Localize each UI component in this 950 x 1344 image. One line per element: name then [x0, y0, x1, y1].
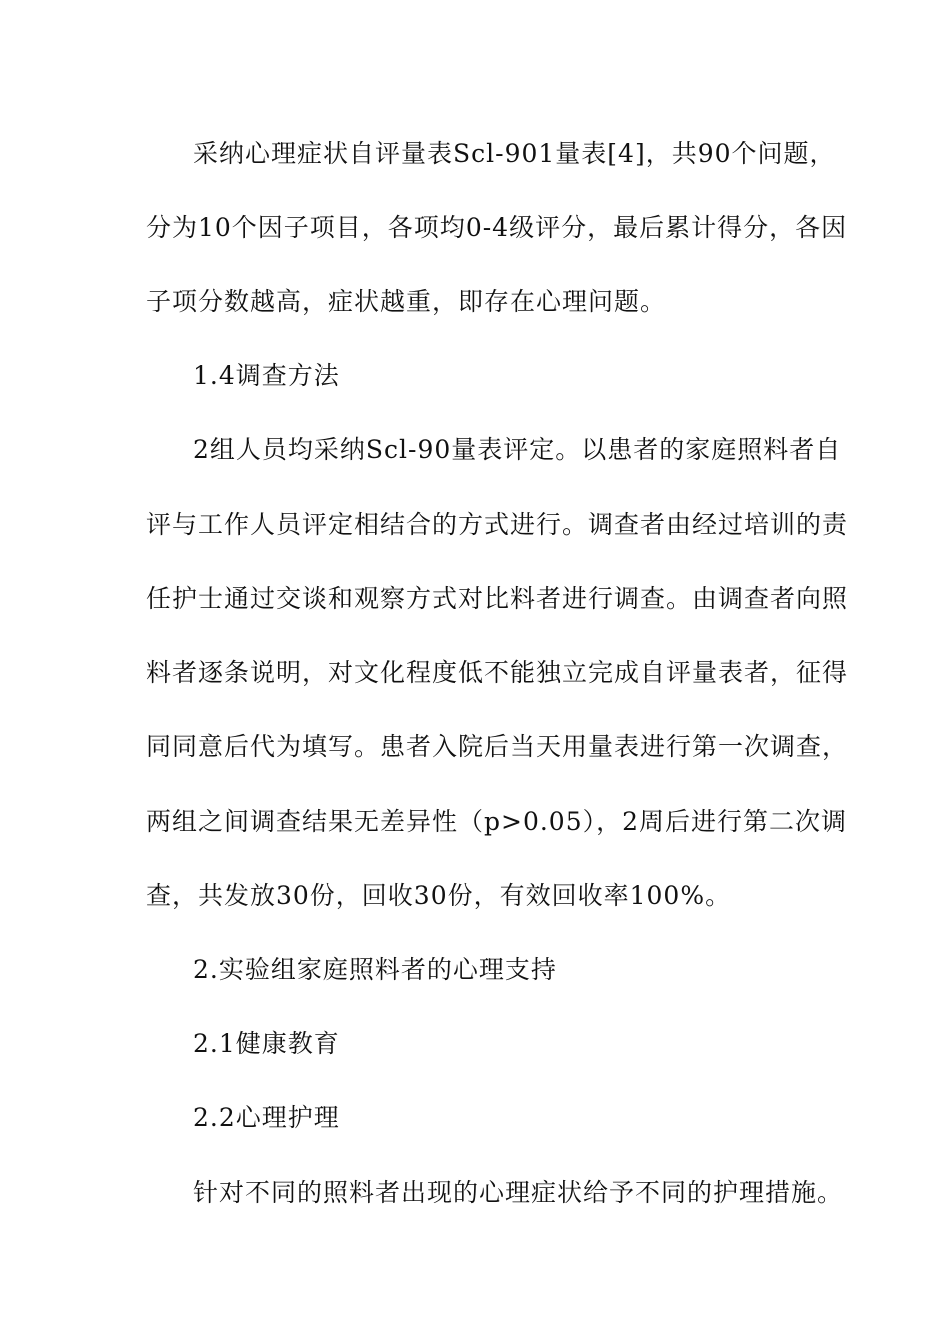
- paragraph-line: 子项分数越高，症状越重，即存在心理问题。: [146, 287, 667, 316]
- paragraph-line: 料者逐条说明，对文化程度低不能独立完成自评量表者，征得: [146, 658, 849, 687]
- paragraph-line: 查，共发放30份，回收30份，有效回收率100%。: [146, 881, 732, 910]
- section-heading: 1.4调查方法: [193, 361, 340, 390]
- paragraph-line: 采纳心理症状自评量表Scl-901量表[4]，共90个问题，: [193, 139, 836, 168]
- paragraph-line: 同同意后代为填写。患者入院后当天用量表进行第一次调查，: [146, 732, 849, 761]
- paragraph-line: 2组人员均采纳Scl-90量表评定。以患者的家庭照料者自: [193, 435, 842, 464]
- paragraph-line: 两组之间调查结果无差异性（p>0.05），2周后进行第二次调: [146, 807, 848, 836]
- paragraph-line: 分为10个因子项目，各项均0-4级评分，最后累计得分，各因: [146, 213, 848, 242]
- subsection-heading: 2.2心理护理: [193, 1103, 340, 1132]
- section-heading: 2.实验组家庭照料者的心理支持: [193, 955, 557, 984]
- paragraph-line: 评与工作人员评定相结合的方式进行。调查者由经过培训的责: [146, 510, 849, 539]
- paragraph-line: 任护士通过交谈和观察方式对比料者进行调查。由调查者向照: [146, 584, 849, 613]
- paragraph-line: 针对不同的照料者出现的心理症状给予不同的护理措施。: [193, 1178, 844, 1207]
- subsection-heading: 2.1健康教育: [193, 1029, 340, 1058]
